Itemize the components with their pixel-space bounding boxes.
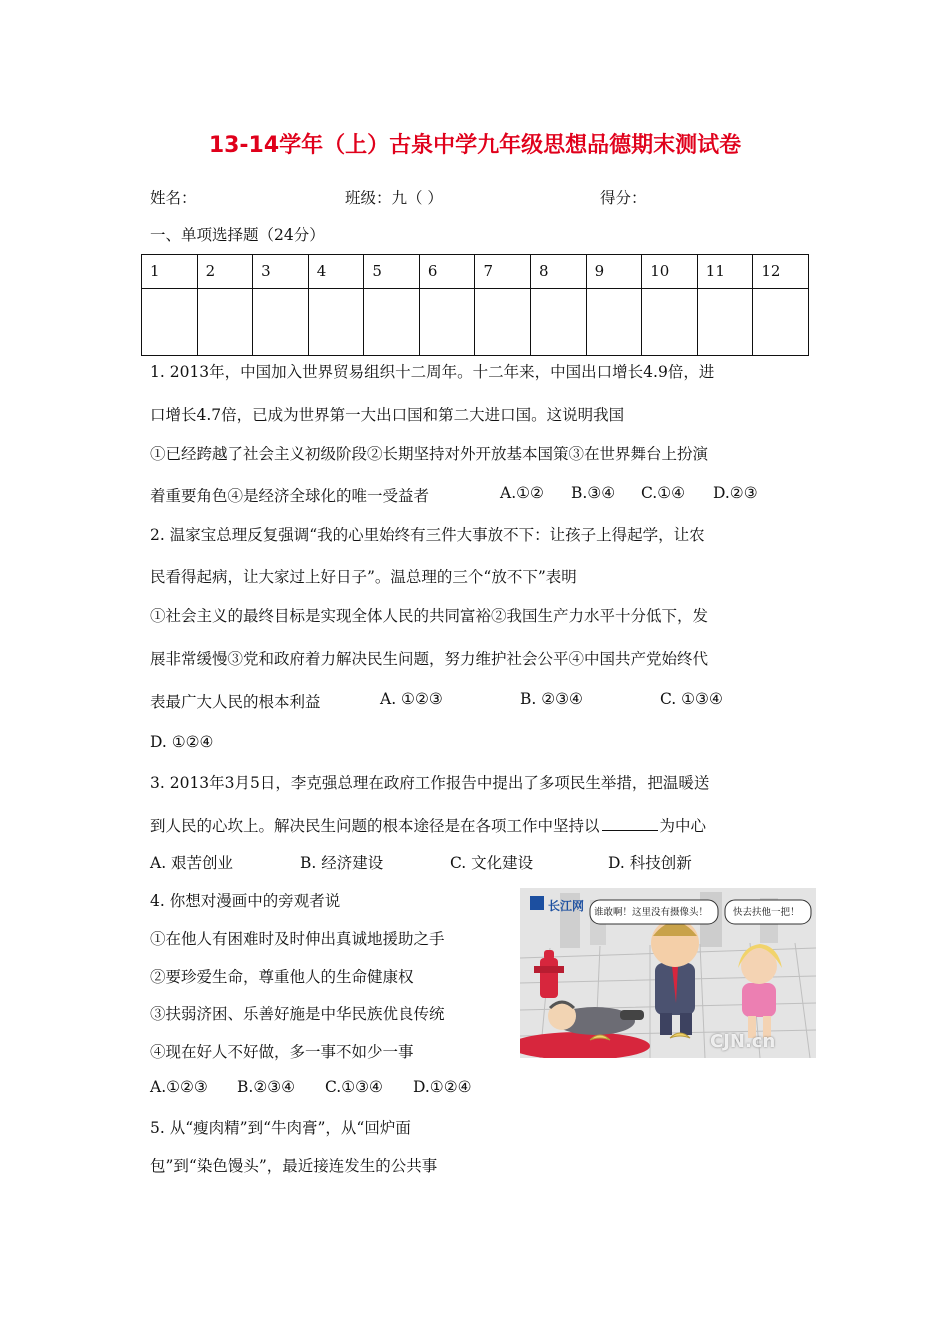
- question-5-line: 5. 从“瘦肉精”到“牛肉膏”，从“回炉面: [150, 1119, 411, 1137]
- question-2-option-b: B. ②③④: [520, 690, 583, 708]
- question-2-line: 2. 温家宝总理反复强调“我的心里始终有三件大事放不下：让孩子上得起学，让农: [150, 526, 705, 544]
- question-1-line: 着重要角色④是经济全球化的唯一受益者: [150, 487, 430, 505]
- question-2-option-c: C. ①③④: [660, 690, 723, 708]
- question-4-line: ①在他人有困难时及时伸出真诚地援助之手: [150, 930, 445, 948]
- answer-cell[interactable]: [642, 289, 698, 356]
- question-4-option-d: D.①②④: [413, 1078, 472, 1096]
- question-number-cell: 10: [642, 255, 698, 289]
- question-number-cell: 11: [697, 255, 753, 289]
- cartoon-speech-bubble-1: 谁敢啊！这里没有摄像头！: [594, 907, 709, 918]
- question-1-line: 口增长4.7倍，已成为世界第一大出口国和第二大进口国。这说明我国: [150, 406, 625, 424]
- answer-cell[interactable]: [197, 289, 253, 356]
- question-1-option-d: D.②③: [713, 484, 758, 502]
- name-label: 姓名：: [150, 189, 197, 207]
- question-2-line: 展非常缓慢③党和政府着力解决民生问题，努力维护社会公平④中国共产党始终代: [150, 650, 709, 668]
- answer-cell[interactable]: [142, 289, 198, 356]
- cartoon-image: [520, 888, 816, 1058]
- answer-table-header-row: [142, 255, 809, 289]
- question-number-cell: 1: [142, 255, 198, 289]
- question-3-stem: 到人民的心坎上。解决民生问题的根本途径是在各项工作中坚持以: [150, 817, 600, 835]
- question-4-option-b: B.②③④: [237, 1078, 296, 1096]
- question-number-cell: 9: [586, 255, 642, 289]
- question-3-line: 3. 2013年3月5日，李克强总理在政府工作报告中提出了多项民生举措，把温暖送: [150, 774, 710, 792]
- question-number-cell: 7: [475, 255, 531, 289]
- question-number-cell: 3: [253, 255, 309, 289]
- question-2-option-a: A. ①②③: [380, 690, 443, 708]
- fill-in-blank[interactable]: [602, 816, 658, 831]
- question-3-option-a: A. 艰苦创业: [150, 854, 234, 872]
- question-4-option-c: C.①③④: [325, 1078, 383, 1096]
- question-2-line: 民看得起病，让大家过上好日子”。温总理的三个“放不下”表明: [150, 568, 577, 586]
- cartoon-speech-bubble-2: 快去扶他一把！: [733, 907, 800, 918]
- question-number-cell: 4: [308, 255, 364, 289]
- question-4-option-a: A.①②③: [150, 1078, 208, 1096]
- question-4-line: ③扶弱济困、乐善好施是中华民族优良传统: [150, 1005, 445, 1023]
- question-3-option-d: D. 科技创新: [608, 854, 692, 872]
- question-1-option-c: C.①④: [641, 484, 686, 502]
- answer-cell[interactable]: [586, 289, 642, 356]
- section-heading: 一、单项选择题（24分）: [150, 226, 325, 244]
- question-3-option-b: B. 经济建设: [300, 854, 384, 872]
- question-1-line: ①已经跨越了社会主义初级阶段②长期坚持对外开放基本国策③在世界舞台上扮演: [150, 445, 709, 463]
- score-label: 得分：: [600, 189, 647, 207]
- question-number-cell: 5: [364, 255, 420, 289]
- question-3-option-c: C. 文化建设: [450, 854, 534, 872]
- exam-title: 13-14学年（上）古泉中学九年级思想品德期末测试卷: [208, 133, 742, 158]
- question-number-cell: 8: [531, 255, 587, 289]
- answer-cell[interactable]: [364, 289, 420, 356]
- answer-cell[interactable]: [531, 289, 587, 356]
- answer-cell[interactable]: [308, 289, 364, 356]
- answer-table: [141, 254, 809, 356]
- question-1-option-a: A.①②: [500, 484, 544, 502]
- question-4-line: ②要珍爱生命，尊重他人的生命健康权: [150, 968, 414, 986]
- question-4-line: 4. 你想对漫画中的旁观者说: [150, 892, 341, 910]
- cartoon-watermark: CJN.cn: [710, 1031, 776, 1052]
- answer-cell[interactable]: [475, 289, 531, 356]
- answer-table-answer-row: [142, 289, 809, 356]
- question-1-option-b: B.③④: [571, 484, 616, 502]
- question-3-line: [150, 814, 706, 836]
- question-5-line: 包”到“染色馒头”，最近接连发生的公共事: [150, 1157, 438, 1175]
- question-4-line: ④现在好人不好做，多一事不如少一事: [150, 1043, 414, 1061]
- question-2-option-d: D. ①②④: [150, 733, 214, 751]
- question-number-cell: 12: [753, 255, 809, 289]
- question-2-line: 表最广大人民的根本利益: [150, 693, 321, 711]
- question-1-line: 1. 2013年，中国加入世界贸易组织十二周年。十二年来，中国出口增长4.9倍，进: [150, 363, 715, 381]
- answer-cell[interactable]: [419, 289, 475, 356]
- question-number-cell: 6: [419, 255, 475, 289]
- answer-cell[interactable]: [753, 289, 809, 356]
- answer-cell[interactable]: [697, 289, 753, 356]
- class-label: 班级：九（ ）: [345, 189, 443, 207]
- question-2-line: ①社会主义的最终目标是实现全体人民的共同富裕②我国生产力水平十分低下，发: [150, 607, 709, 625]
- cartoon-logo: 长江网: [548, 899, 585, 913]
- answer-cell[interactable]: [253, 289, 309, 356]
- question-3-stem-end: 为中心: [659, 817, 707, 835]
- question-number-cell: 2: [197, 255, 253, 289]
